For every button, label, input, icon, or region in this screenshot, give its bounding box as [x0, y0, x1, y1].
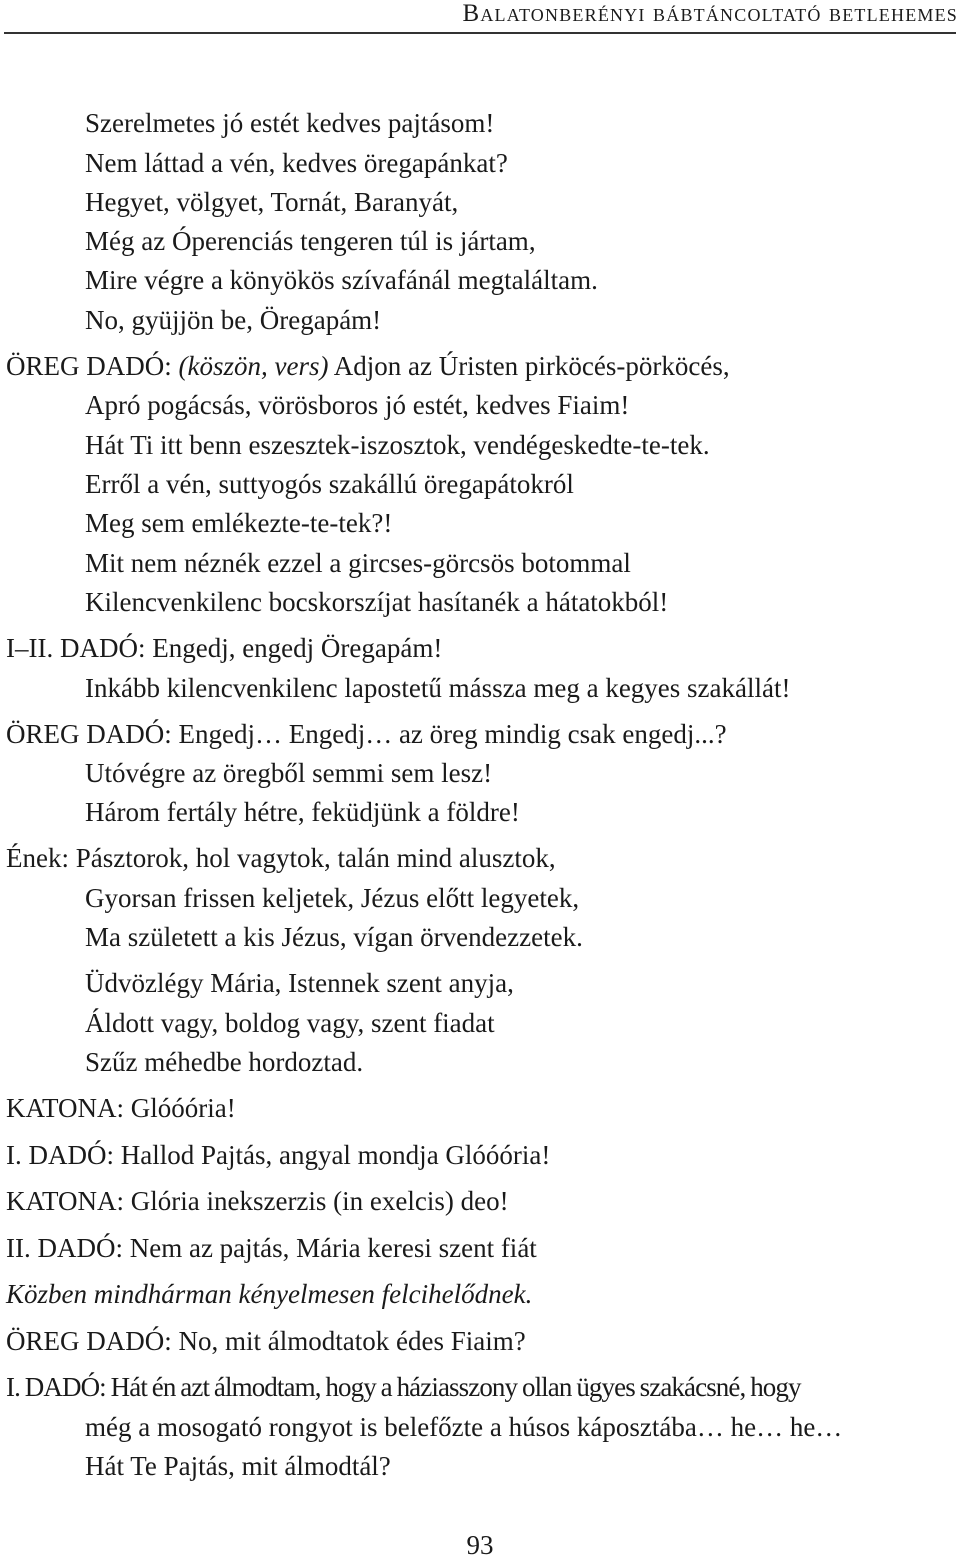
dialogue-line: KATONA: Glóóória! [6, 1093, 236, 1123]
dialogue-text: Adjon az Úristen pirköcés-pörköcés, [328, 351, 730, 381]
dialogue-line: I–II. DADÓ: Engedj, engedj Öregapám! [6, 633, 443, 663]
song-line: Üdvözlégy Mária, Istennek szent anyja, [85, 968, 514, 998]
song-line: Ma született a kis Jézus, vígan örvendezzetek. [85, 922, 583, 952]
header-rule [4, 32, 956, 34]
dialogue-line: ÖREG DADÓ: No, mit álmodtatok édes Fiaim? [6, 1326, 526, 1356]
stage-direction: Közben mindhárman kényelmesen felcihelődnek. [6, 1279, 533, 1309]
verse-line: Három fertály hétre, feküdjünk a földre! [85, 797, 520, 827]
dialogue-line [6, 349, 730, 383]
verse-line: Hát Te Pajtás, mit álmodtál? [85, 1451, 391, 1481]
verse-line: Utóvégre az öregből semmi sem lesz! [85, 758, 493, 788]
verse-line: Nem láttad a vén, kedves öregapánkat? [85, 148, 508, 178]
speaker-label: ÖREG DADÓ: [6, 351, 179, 381]
song-line: Áldott vagy, boldog vagy, szent fiadat [85, 1008, 495, 1038]
verse-line: Kilencvenkilenc bocskorszíjat hasítanék a hátatokból! [85, 587, 669, 617]
verse-line: Még az Óperenciás tengeren túl is jártam, [85, 226, 536, 256]
page-number: 93 [466, 1530, 494, 1560]
verse-line: Mit nem néznék ezzel a gircses-görcsös botommal [85, 548, 631, 578]
stage-direction: (köszön, vers) [178, 351, 329, 381]
dialogue-line: ÖREG DADÓ: Engedj… Engedj… az öreg mindig csak engedj...? [6, 719, 727, 749]
dialogue-line: II. DADÓ: Nem az pajtás, Mária keresi szent fiát [6, 1233, 537, 1263]
verse-line: No, gyüjjön be, Öregapám! [85, 305, 382, 335]
verse-line: Szerelmetes jó estét kedves pajtásom! [85, 108, 495, 138]
verse-line: Erről a vén, suttyogós szakállú öregapátokról [85, 469, 574, 499]
verse-line: Hegyet, völgyet, Tornát, Baranyát, [85, 187, 459, 217]
dialogue-line: I. DADÓ: Hát én azt álmodtam, hogy a háziasszony ollan ügyes szakácsné, hogy [6, 1372, 801, 1402]
song-line: Gyorsan frissen keljetek, Jézus előtt legyetek, [85, 883, 580, 913]
verse-line: még a mosogató rongyot is belefőzte a húsos káposztába… he… he… [85, 1412, 843, 1442]
verse-line: Mire végre a könyökös szívafánál megtaláltam. [85, 265, 598, 295]
song-line: Ének: Pásztorok, hol vagytok, talán mind alusztok, [6, 843, 556, 873]
song-line: Szűz méhedbe hordoztad. [85, 1047, 364, 1077]
running-head: Balatonberényi bábtáncoltató betlehemes [462, 0, 958, 27]
verse-line: Inkább kilencvenkilenc lapostetű mássza meg a kegyes szakállát! [85, 673, 791, 703]
verse-line: Meg sem emlékezte-te-tek?! [85, 508, 393, 538]
verse-line: Apró pogácsás, vörösboros jó estét, kedves Fiaim! [85, 390, 630, 420]
dialogue-line: I. DADÓ: Hallod Pajtás, angyal mondja Glóóória! [6, 1140, 551, 1170]
verse-line: Hát Ti itt benn eszesztek-iszosztok, vendégeskedte-te-tek. [85, 430, 710, 460]
dialogue-line: KATONA: Glória inekszerzis (in exelcis) deo! [6, 1186, 509, 1216]
